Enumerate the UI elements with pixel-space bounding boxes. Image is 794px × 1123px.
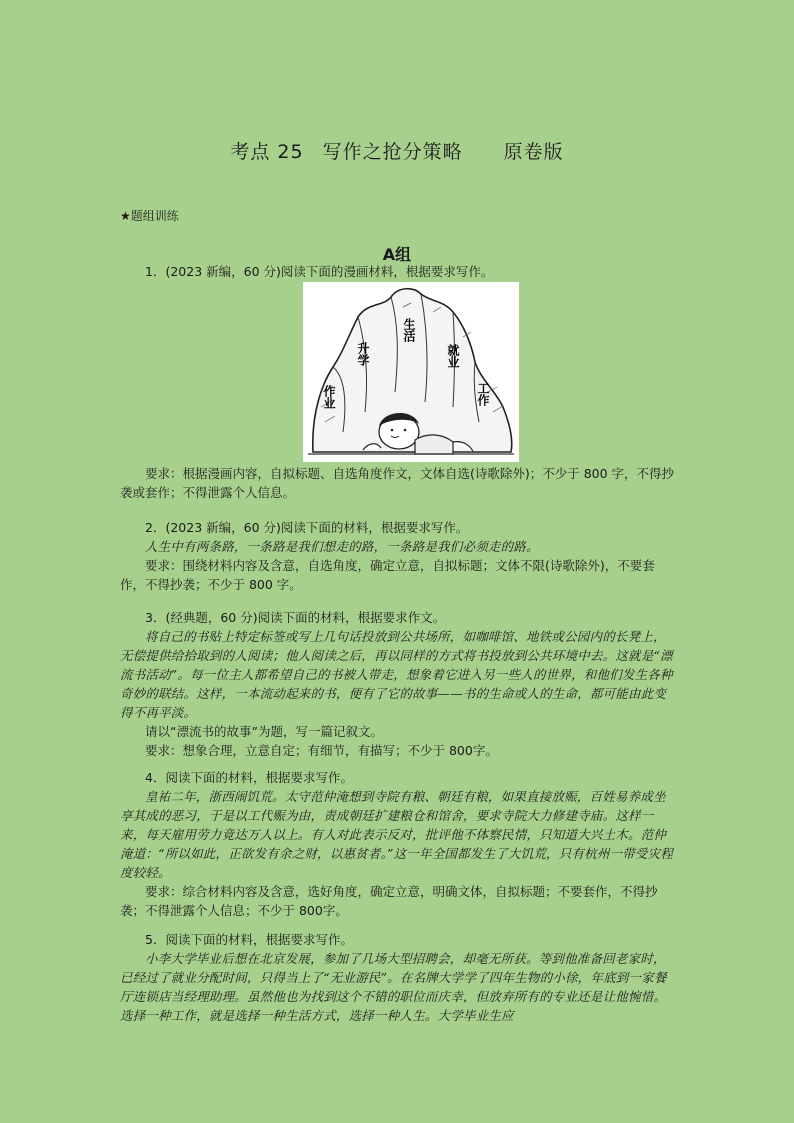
question-3 bbox=[120, 608, 676, 760]
cartoon-word-jiuye: 就业 bbox=[446, 344, 460, 368]
q4-header: 4．阅读下面的材料，根据要求写作。 bbox=[145, 770, 353, 785]
q2-requirement: 要求：围绕材料内容及含意，自选角度，确定立意，自拟标题；文体不限(诗歌除外)，不要套作，不得抄袭；不少于 800 字。 bbox=[120, 558, 655, 592]
q3-material: 将自己的书贴上特定标签或写上几句话投放到公共场所，如咖啡馆、地铁或公园内的长凳上，无偿提供给拾取到的人阅读；他人阅读之后，再以同样的方式将书投放到公共环境中去。这就是“漂流书活动”。每一位主人都希望自己的书被人带走，想象着它进入另一些人的世界，和他们发生各种奇妙的联结。这样，一本流动起来的书，便有了它的故事——书的生命或人的生命，都可能由此变得不再平淡。 bbox=[120, 629, 673, 720]
q5-material: 小李大学毕业后想在北京发展，参加了几场大型招聘会，却毫无所获。等到他准备回老家时，已经过了就业分配时间，只得当上了“无业游民”。在名牌大学学了四年生物的小徐，年底到一家餐厅连锁店当经理助理。虽然他也为找到这个不错的职位而庆幸，但放弃所有的专业还是让他惋惜。选择一种工作，就是选择一种生活方式，选择一种人生。大学毕业生应 bbox=[120, 951, 667, 1023]
group-label: A组 bbox=[382, 245, 412, 264]
question-5 bbox=[120, 930, 676, 1025]
q1-header: 1．(2023 新编，60 分)阅读下面的漫画材料，根据要求写作。 bbox=[145, 264, 494, 279]
cartoon-image bbox=[303, 282, 519, 462]
q2-material: 人生中有两条路，一条路是我们想走的路，一条路是我们必须走的路。 bbox=[145, 539, 539, 554]
cartoon-word-gongzuo: 工作 bbox=[476, 382, 490, 406]
question-4 bbox=[120, 768, 676, 920]
q1-header-block bbox=[120, 262, 676, 281]
q4-requirement: 要求：综合材料内容及含意，选好角度，确定立意，明确文体，自拟标题；不要套作，不得抄袭；不得泄露个人信息；不少于 800字。 bbox=[120, 884, 658, 918]
question-2 bbox=[120, 518, 676, 594]
q3-prompt: 请以“漂流书的故事”为题，写一篇记叙文。 bbox=[145, 724, 383, 739]
page-title bbox=[0, 137, 794, 164]
q2-header: 2．(2023 新编，60 分)阅读下面的材料，根据要求写作。 bbox=[145, 520, 469, 535]
title-version: 原卷版 bbox=[503, 141, 564, 163]
cartoon-drawing bbox=[303, 282, 519, 462]
q3-header: 3．(经典题，60 分)阅读下面的材料，根据要求作文。 bbox=[145, 610, 446, 625]
q1-requirement-block bbox=[120, 464, 676, 502]
cartoon-word-zuoye-1: 作业 bbox=[322, 385, 336, 409]
q5-header: 5．阅读下面的材料，根据要求写作。 bbox=[145, 932, 353, 947]
title-name: 写作之抢分策略 bbox=[322, 141, 463, 163]
section-label: ★题组训练 bbox=[120, 209, 179, 223]
title-topic: 考点 25 bbox=[230, 141, 304, 163]
cartoon-word-shenghuo: 生活 bbox=[402, 318, 416, 342]
q4-material: 皇祐二年，浙西闹饥荒。太守范仲淹想到寺院有粮、朝廷有粮，如果直接放赈，百姓易养成坐享其成的恶习，于是以工代赈为由，责成朝廷扩建粮仓和馆舍，要求寺院大力修建寺庙。这样一来，每天雇用劳力竟达万人以上。有人对此表示反对，批评他不体察民情，只知道大兴土木。范仲淹道：“所以如此，正欲发有余之财，以惠贫者。”这一年全国都发生了大饥荒，只有杭州一带受灾程度较轻。 bbox=[120, 789, 674, 880]
q1-requirement: 要求：根据漫画内容，自拟标题、自选角度作文，文体自选(诗歌除外)；不少于 800 字，不得抄袭或套作；不得泄露个人信息。 bbox=[120, 466, 675, 500]
q3-requirement: 要求：想象合理，立意自定；有细节，有描写；不少于 800字。 bbox=[145, 743, 498, 758]
cartoon-word-shengxue: 升学 bbox=[356, 342, 370, 366]
